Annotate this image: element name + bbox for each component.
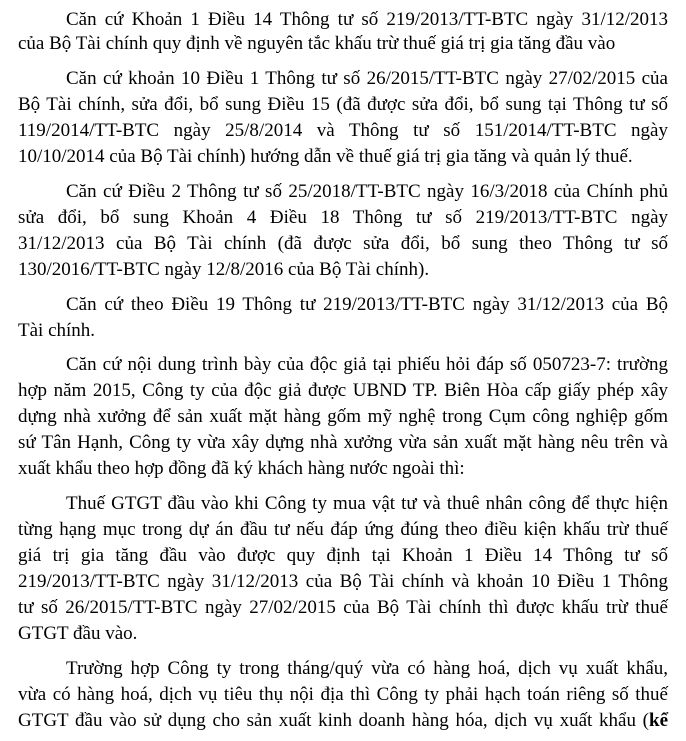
paragraph-5-line-5: xuất khẩu theo hợp đồng đã ký khách hàng nước ngoài thì: [18, 458, 465, 479]
paragraph-3-line-3: 31/12/2013 của Bộ Tài chính (đã được sửa đổi, bổ sung theo Thông tư số [18, 233, 668, 254]
paragraph-1-line-1: Căn cứ Khoản 1 Điều 14 Thông tư số 219/2013/TT-BTC ngày 31/12/2013 [66, 9, 668, 30]
paragraph-2-line-1: Căn cứ khoản 10 Điều 1 Thông tư số 26/2015/TT-BTC ngày 27/02/2015 của [66, 68, 668, 89]
paragraph-3-line-2: sửa đổi, bổ sung Khoản 4 Điều 18 Thông tư số 219/2013/TT-BTC ngày [18, 207, 668, 228]
paragraph-6-line-5: tư số 26/2015/TT-BTC ngày 27/02/2015 của Bộ Tài chính thì được khấu trừ thuế [18, 597, 668, 618]
paragraph-3-line-1: Căn cứ Điều 2 Thông tư số 25/2018/TT-BTC ngày 16/3/2018 của Chính phủ [66, 181, 668, 202]
paragraph-2-line-3: 119/2014/TT-BTC ngày 25/8/2014 và Thông tư số 151/2014/TT-BTC ngày [18, 120, 668, 141]
paragraph-4-line-2: Tài chính. [18, 320, 96, 341]
paragraph-5-line-4: sứ Tân Hạnh, Công ty vừa xây dựng nhà xưởng vừa sản xuất mặt hàng nêu trên và [18, 432, 668, 453]
paragraph-2-line-2: Bộ Tài chính, sửa đổi, bổ sung Điều 15 (đã được sửa đổi, bổ sung tại Thông tư số [18, 94, 668, 115]
paragraph-6-line-4: 219/2013/TT-BTC ngày 31/12/2013 của Bộ Tài chính và khoản 10 Điều 1 Thông [18, 571, 668, 592]
paragraph-6-line-3: giá trị gia tăng đầu vào được quy định tại Khoản 1 Điều 14 Thông tư số [18, 545, 668, 566]
paragraph-7-line-3 [18, 709, 668, 733]
paragraph-5-line-1: Căn cứ nội dung trình bày của độc giả tại phiếu hỏi đáp số 050723-7: trường [66, 354, 668, 375]
paragraph-6-line-6: GTGT đầu vào. [18, 623, 138, 644]
paragraph-6-line-1: Thuế GTGT đầu vào khi Công ty mua vật tư và thuê nhân công để thực hiện [66, 493, 668, 514]
paragraph-5-line-3: dựng nhà xưởng để sản xuất mặt hàng gốm mỹ nghệ trong Cụm công nghiệp gốm [18, 406, 668, 427]
paragraph-7-line-3-text: GTGT đầu vào sử dụng cho sản xuất kinh doanh hàng hóa, dịch vụ xuất khẩu ( [18, 710, 649, 731]
paragraph-6-line-2: từng hạng mục trong dự án đầu tư nếu đáp ứng đúng theo điều kiện khấu trừ thuế [18, 519, 668, 540]
paragraph-7-bold-word: kể [649, 710, 668, 731]
paragraph-2-line-4: 10/10/2014 của Bộ Tài chính) hướng dẫn về thuế giá trị gia tăng và quản lý thuế. [18, 146, 633, 167]
paragraph-4-line-1: Căn cứ theo Điều 19 Thông tư 219/2013/TT-BTC ngày 31/12/2013 của Bộ [66, 294, 668, 315]
paragraph-5-line-2: hợp năm 2015, Công ty của độc giả được UBND TP. Biên Hòa cấp giấy phép xây [18, 380, 668, 401]
paragraph-1-line-2: của Bộ Tài chính quy định về nguyên tắc khấu trừ thuế giá trị gia tăng đầu vào [18, 33, 616, 54]
paragraph-7-line-2: vừa có hàng hoá, dịch vụ tiêu thụ nội địa thì Công ty phải hạch toán riêng số thuế [18, 684, 668, 705]
paragraph-7-line-1: Trường hợp Công ty trong tháng/quý vừa có hàng hoá, dịch vụ xuất khẩu, [66, 658, 668, 679]
paragraph-3-line-4: 130/2016/TT-BTC ngày 12/8/2016 của Bộ Tài chính). [18, 259, 430, 280]
